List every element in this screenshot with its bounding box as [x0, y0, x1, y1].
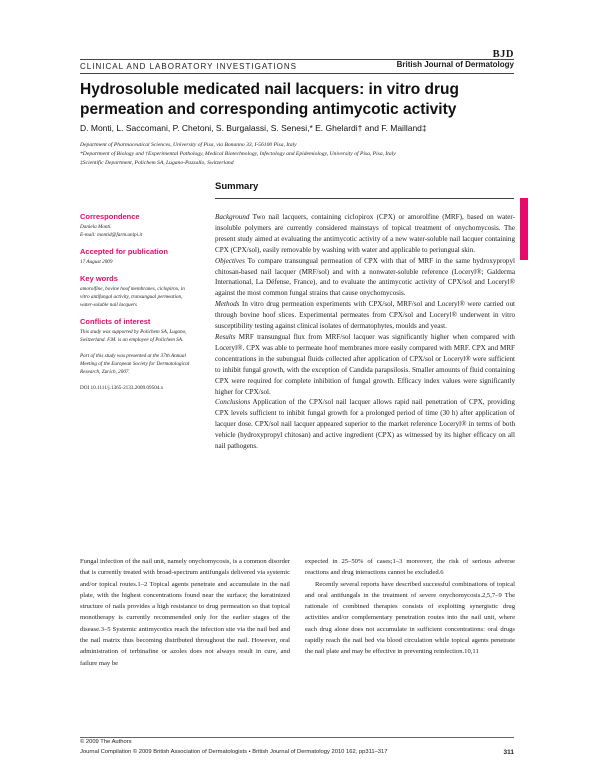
summary-rule — [215, 198, 514, 199]
keywords-text: amorolfine, bovine hoof membranes, ciclopirox, in vitro antifungal activity, transungual permeation, water-soluble nail lacquers — [80, 286, 185, 308]
methods-text: In vitro drug permeation experiments with CPX/sol, MRF/sol and Loceryl® were carried out through bovine hoof slices. Experimental permeates from CPX/sol and Loceryl® underwent in vitro susceptibility testing against clinical isolates of dermatophytes, moulds and yeast. — [215, 300, 515, 331]
background-text: Two nail lacquers, containing ciclopirox (CPX) or amorolfine (MRF), based on water-insoluble polymers are currently considered mainstays of topical treatment of onychomycosis. The present study aimed at evaluating the antimycotic activity of a new water-soluble nail lacquer containing CPX (CPX/sol), easily removable by washing with water and applicable to periungual skin. — [215, 213, 515, 254]
abstract-methods — [215, 299, 515, 332]
affiliation-2: *Department of Biology and †Experimental Pathology, Medical Biotechnology, Infectology and Epidemiology, University of Pisa, Pisa, Italy — [80, 151, 396, 157]
body-paragraph: Fungal infection of the nail unit, namely onychomycosis, is a common disorder that is currently treated with broad-spectrum antifungals delivered via systemic and/or topical routes.1–2 Topical agents penetrate and accumulate in the nail plate, with the highest concentrations found near the surface; the keratinized structure of nails provides a high resistance to drug permeation so that topical monotherapy is currently recommended only for the earlier stages of the disease.3–5 Systemic antimycotics reach the infection site via the nail bed and the nail matrix thus becoming distributed throughout the nail. However, oral administration of terbinafine or azoles does not always result in cure, and failure may be — [80, 558, 290, 667]
keywords-heading: Key words — [80, 274, 118, 283]
results-text: MRF transungual flux from MRF/sol lacquer was significantly higher when compared with Loceryl®. CPX was able to permeate hoof membranes more easily compared with MRF. CPX and MRF concentrations in the subungual fluids collected after application of CPX/sol or Loceryl® were sufficient to inhibit fungal growth, with the exception of Candida parapsilosis. Smaller amounts of fluid containing CPX were required for complete inhibition of fungal growth. Efficacy index values were significantly higher for CPX/sol. — [215, 332, 515, 396]
section-color-tab — [520, 198, 528, 260]
author-list: D. Monti, L. Saccomani, P. Chetoni, S. Burgalassi, S. Senesi,* E. Ghelardi† and F. Mailland‡ — [80, 123, 427, 133]
objectives-label: Objectives — [215, 256, 245, 265]
affiliation-1: Department of Pharmaceutical Sciences, University of Pisa, via Bonanno 33, I-56100 Pisa, Italy — [80, 142, 297, 148]
abstract-results — [215, 332, 515, 397]
section-label: CLINICAL AND LABORATORY INVESTIGATIONS — [80, 62, 298, 71]
abstract-conclusions — [215, 397, 515, 452]
objectives-text: To compare transungual permeation of CPX with that of MRF in the same hydroxypropyl chitosan-based nail lacquer (MRF/sol) and with a nonwater-soluble reference (Loceryl®; Galderma International, La Défense, France), and to evaluate the antimycotic activity of CPX/sol and Loceryl® against the most common fungal strains that cause onychomycosis. — [215, 256, 515, 298]
abstract-background — [215, 212, 515, 256]
article-title: Hydrosoluble medicated nail lacquers: in vitro drug permeation and corresponding antimycotic activity — [80, 81, 459, 118]
body-column-left — [80, 556, 290, 669]
conclusions-label: Conclusions — [215, 398, 251, 407]
accepted-date: 17 August 2009 — [80, 259, 113, 265]
header-rule-bottom — [80, 73, 514, 74]
summary-heading: Summary — [215, 181, 259, 192]
body-column-right — [305, 556, 515, 658]
results-label: Results — [215, 332, 236, 341]
header-rule-top — [80, 59, 514, 60]
footer-journal-line: Journal Compilation © 2009 British Association of Dermatologists • British Journal of Dermatology 2010 162, pp311–317 — [80, 749, 388, 755]
page-number: 311 — [503, 749, 514, 756]
footer-rule — [80, 737, 514, 738]
methods-label: Methods — [215, 300, 240, 309]
article-sidebar — [80, 212, 195, 392]
conflicts-text: This study was supported by Polichem SA, Lugano, Switzerland. F.M. is an employee of Polichem SA. — [80, 329, 187, 343]
abstract-objectives — [215, 256, 515, 300]
background-label: Background — [215, 213, 250, 221]
journal-abbreviation: BJD — [492, 49, 514, 60]
journal-name: British Journal of Dermatology — [396, 60, 514, 69]
affiliation-3: ‡Scientific Department, Polichem SA, Lugano-Pazzallo, Switzerland — [80, 160, 234, 166]
abstract — [215, 212, 515, 452]
correspondence-email[interactable]: E-mail: montid@farm.unipi.it — [80, 232, 143, 238]
meeting-note: Part of this study was presented at the 37th Annual Meeting of the European Society for Dermatological Research, Zurich, 2007. — [80, 353, 190, 375]
body-paragraph: expected in 25–50% of cases;1–3 moreover, the risk of serious adverse reactions and drug interactions cannot be excluded.6 — [305, 558, 515, 577]
correspondence-name: Daniela Monti. — [80, 224, 112, 230]
conclusions-text: Application of the CPX/sol nail lacquer allows rapid nail penetration of CPX, providing CPX levels sufficient to inhibit fungal growth for a prolonged period of time (30 h) after application of lacquer dose. CPX/sol nail lacquer appeared superior to the market reference Loceryl® in terms of both vehicle (hydroxypropyl chitosan) and active ingredient (CPX) as witnessed by its higher efficacy on all nail pathogens. — [215, 398, 515, 451]
doi-text[interactable]: DOI 10.1111/j.1365-2133.2009.09504.x — [80, 385, 164, 391]
conflicts-heading: Conflicts of interest — [80, 317, 151, 326]
footer-copyright: © 2009 The Authors — [80, 739, 132, 745]
body-paragraph: Recently several reports have described successful combinations of topical and oral antifungals in the treatment of severe onychomycosis.2,5,7–9 The rationale of combined therapies consists of exploiting synergistic drug activities and/or complementary penetration routes into the nail unit, where each drug alone does not accumulate in sufficient concentrations: oral drugs rapidly reach the nail bed via blood circulation while topical agents penetrate the nail plate and may be effective in preventing reinfection.10,11 — [305, 580, 515, 656]
correspondence-heading: Correspondence — [80, 212, 140, 221]
accepted-heading: Accepted for publication — [80, 247, 168, 256]
